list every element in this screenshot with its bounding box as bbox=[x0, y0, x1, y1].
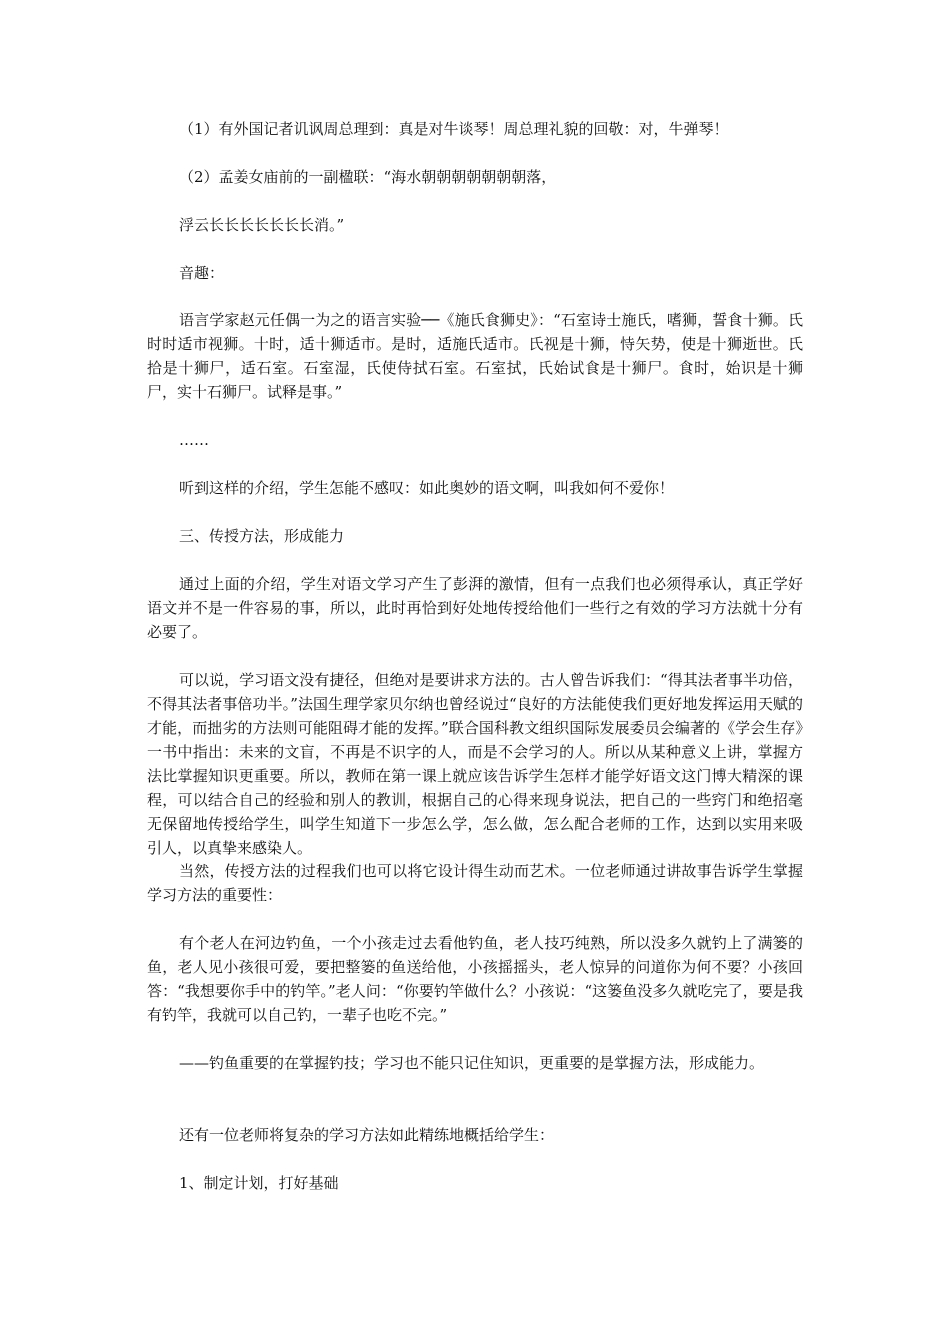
paragraph-couplet-line-2: 浮云长长长长长长长消。” bbox=[179, 216, 345, 234]
paragraph-student-reaction: 听到这样的介绍，学生怎能不感叹：如此奥妙的语文啊，叫我如何不爱你！ bbox=[179, 479, 675, 497]
paragraph-fishing-moral: ——钓鱼重要的在掌握钓技；学习也不能只记住知识，更重要的是掌握方法，形成能力。 bbox=[179, 1054, 765, 1072]
paragraph-example-1: （1）有外国记者讥讽周总理到：真是对牛谈琴！周总理礼貌的回敬：对，牛弹琴！ bbox=[179, 120, 729, 138]
section-heading-methods: 三、传授方法，形成能力 bbox=[179, 527, 345, 545]
paragraph-ellipsis: …… bbox=[179, 431, 209, 449]
paragraph-example-2: （2）孟姜女庙前的一副楹联：“海水朝朝朝朝朝朝朝落， bbox=[179, 168, 557, 186]
paragraph-fishing-story: 有个老人在河边钓鱼，一个小孩走过去看他钓鱼，老人技巧纯熟，所以没多久就钓上了满篓的鱼，老人见小孩很可爱，要把整篓的鱼送给他，小孩摇摇头，老人惊异的问道你为何不要？小孩回答：“我想要你手中的钓竿。”老人问：“你要钓竿做什么？小孩说：“这篓鱼没多久就吃完了，要是我有钓竿，我就可以自己钓，一辈子也吃不完。” bbox=[147, 934, 803, 1024]
paragraph-importance-of-method: 可以说，学习语文没有捷径，但绝对是要讲求方法的。古人曾告诉我们：“得其法者事半功倍，不得其法者事倍功半。”法国生理学家贝尔纳也曾经说过“良好的方法能使我们更好地发挥运用天赋的才能，而拙劣的方法则可能阻碍才能的发挥。”联合国科教文组织国际发展委员会编著的《学会生存》一书中指出：未来的文盲，不再是不识字的人，而是不会学习的人。所以从某种意义上讲，掌握方法比掌握知识更重要。所以，教师在第一课上就应该告诉学生怎样才能学好语文这门博大精深的课程，可以结合自己的经验和别人的教训，根据自己的心得来现身说法，把自己的一些窍门和绝招毫无保留地传授给学生，叫学生知道下一步怎么学，怎么做，怎么配合老师的工作，达到以实用来吸引人，以真挚来感染人。 bbox=[147, 671, 803, 857]
paragraph-another-teacher: 还有一位老师将复杂的学习方法如此精练地概括给学生： bbox=[179, 1126, 555, 1144]
paragraph-intro-methods: 通过上面的介绍，学生对语文学习产生了彭湃的激情，但有一点我们也必须得承认，真正学好语文并不是一件容易的事，所以，此时再恰到好处地传授给他们一些行之有效的学习方法就十分有必要了。 bbox=[147, 575, 803, 641]
paragraph-sound-fun-heading: 音趣： bbox=[179, 264, 225, 282]
paragraph-teaching-artfully: 当然，传授方法的过程我们也可以将它设计得生动而艺术。一位老师通过讲故事告诉学生掌握学习方法的重要性： bbox=[147, 862, 803, 904]
list-item-plan-foundation: 1、制定计划，打好基础 bbox=[179, 1174, 339, 1192]
paragraph-shi-shi-story: 语言学家赵元任偶一为之的语言实验──《施氏食狮史》：“石室诗士施氏，嗜狮，誓食十狮。氏时时适市视狮。十时，适十狮适市。是时，适施氏适市。氏视是十狮，恃矢势，使是十狮逝世。氏拾是十狮尸，适石室。石室湿，氏使侍拭石室。石室拭，氏始试食是十狮尸。食时，始识是十狮尸，实十石狮尸。试释是事。” bbox=[147, 311, 803, 401]
